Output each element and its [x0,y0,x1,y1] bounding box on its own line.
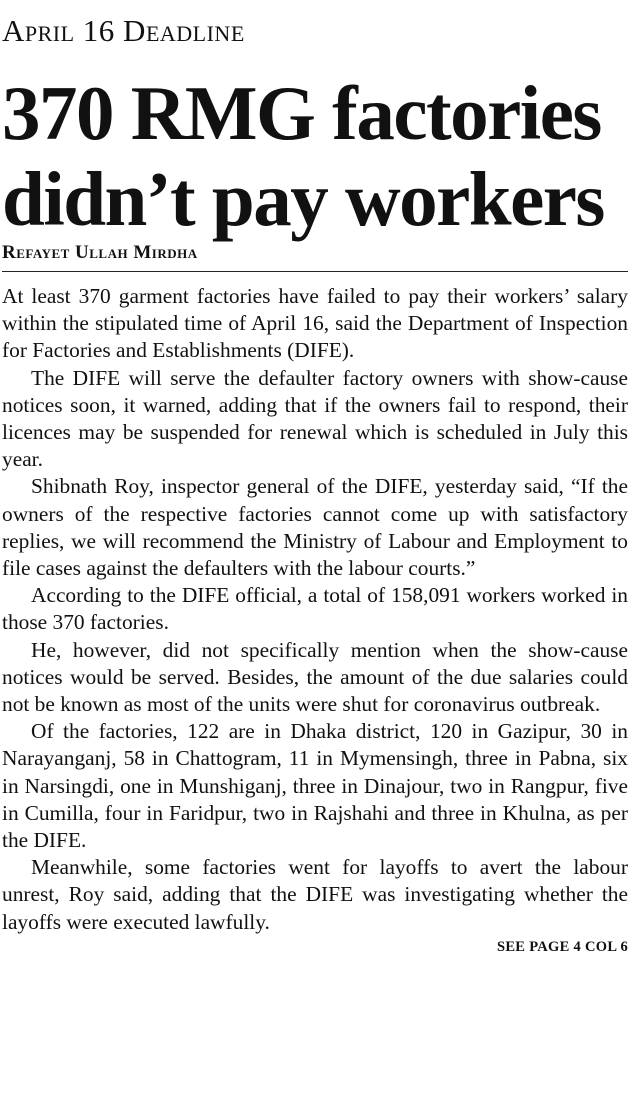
body-paragraph: The DIFE will serve the defaulter factory owners with show-cause notices soon, it warned, adding that if the owners fail to respond, their licences may be suspended for renewal which is scheduled in July this year. [2,365,628,472]
body-paragraph: At least 370 garment factories have failed to pay their workers’ salary within the stipulated time of April 16, said the Department of Inspection for Factories and Establishments (DIFE). [2,284,628,363]
headline-line-1: 370 RMG factories [2,70,601,156]
body-paragraph: Meanwhile, some factories went for layoffs to avert the labour unrest, Roy said, adding that the DIFE was investigating whether the layoffs were executed lawfully. [2,855,628,934]
body-paragraph: Of the factories, 122 are in Dhaka district, 120 in Gazipur, 30 in Narayanganj, 58 in Chattogram, 11 in Mymensingh, three in Pabna, six in Narsingdi, one in Munshiganj, three in Dinajour, two in Rangpur, five in Cumilla, four in Faridpur, two in Rajshahi and three in Khulna, as per the DIFE. [2,719,628,853]
article-kicker: April 16 Deadline [2,13,245,48]
continuation-jump-line: SEE PAGE 4 COL 6 [496,938,628,955]
article-headline [2,70,628,242]
body-paragraph: Shibnath Roy, inspector general of the DIFE, yesterday said, “If the owners of the respective factories cannot come up with satisfactory replies, we will recommend the Ministry of Labour and Employment to file cases against the defaulters with the labour courts.” [2,474,628,581]
article-byline: Refayet Ullah Mirdha [2,242,628,272]
body-paragraph: According to the DIFE official, a total of 158,091 workers worked in those 370 factories. [2,583,628,635]
headline-line-2: didn’t pay workers [2,156,604,242]
body-paragraph: He, however, did not specifically mention when the show-cause notices would be served. Besides, the amount of the due salaries could not be known as most of the units were shut for coronavirus outbreak. [2,637,628,717]
article-body [2,283,628,936]
